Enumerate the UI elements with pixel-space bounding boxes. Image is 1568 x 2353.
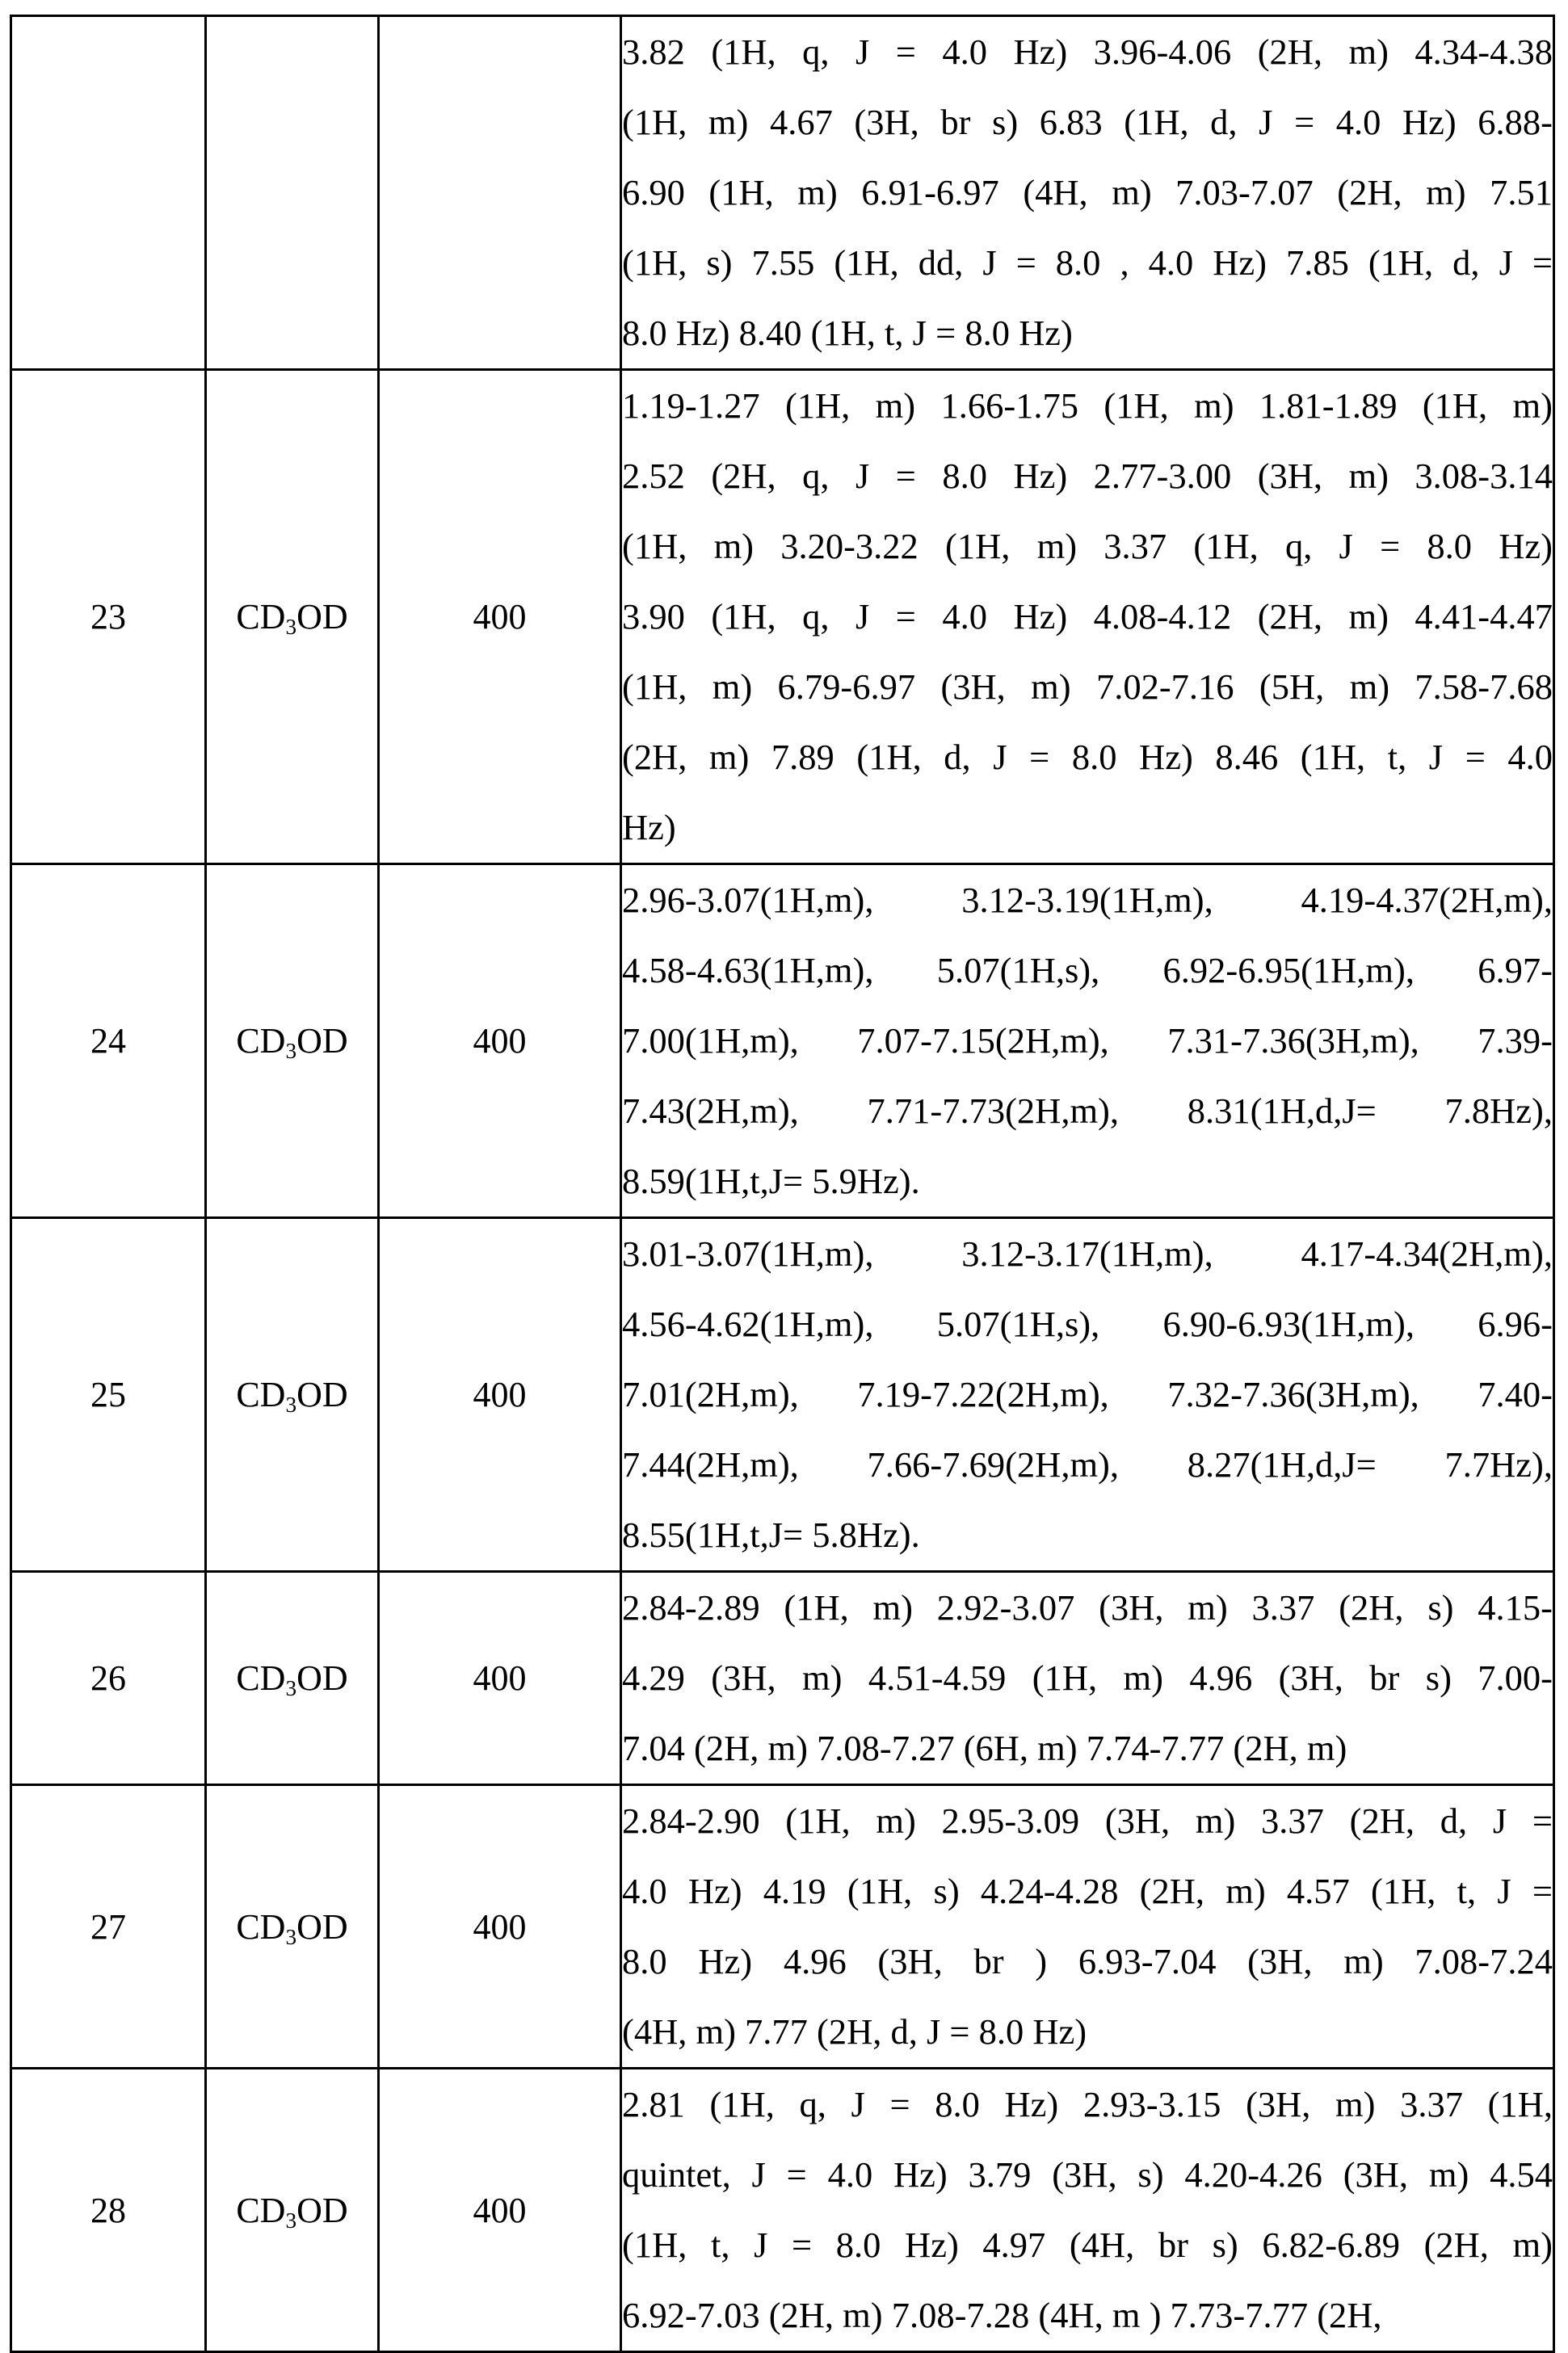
solvent-subscript: 3: [285, 1924, 297, 1949]
nmr-shift-line: 3.82 (1H, q, J = 4.0 Hz) 3.96-4.06 (2H, m) 4.34-4.38: [622, 32, 1553, 72]
nmr-shifts-cell: [621, 2069, 1554, 2352]
nmr-shift-line: 4.58-4.63(1H,m), 5.07(1H,s), 6.92-6.95(1H,m), 6.97-: [622, 950, 1553, 990]
table-row: [11, 370, 1554, 864]
nmr-shift-line: 4.29 (3H, m) 4.51-4.59 (1H, m) 4.96 (3H, br s) 7.00-: [622, 1658, 1553, 1698]
solvent-prefix: CD: [236, 1658, 286, 1698]
nmr-shift-line: 4.0 Hz) 4.19 (1H, s) 4.24-4.28 (2H, m) 4.57 (1H, t, J =: [622, 1871, 1553, 1911]
solvent-cell: [206, 16, 379, 370]
frequency-cell: 400: [379, 1785, 621, 2069]
solvent-prefix: CD: [236, 597, 286, 637]
table-row: [11, 16, 1554, 370]
solvent-suffix: OD: [296, 1906, 348, 1947]
nmr-shifts-cell: [621, 1218, 1554, 1572]
solvent-prefix: CD: [236, 1021, 286, 1061]
nmr-shifts-cell: [621, 1572, 1554, 1785]
solvent-cell: [206, 864, 379, 1218]
nmr-shift-line: 7.04 (2H, m) 7.08-7.27 (6H, m) 7.74-7.77 (2H, m): [622, 1728, 1347, 1768]
nmr-shift-line: (1H, t, J = 8.0 Hz) 4.97 (4H, br s) 6.82-6.89 (2H, m): [622, 2225, 1553, 2265]
nmr-shifts-cell: [621, 1785, 1554, 2069]
nmr-shift-line: Hz): [622, 807, 676, 847]
nmr-shift-line: 8.0 Hz) 8.40 (1H, t, J = 8.0 Hz): [622, 313, 1073, 353]
nmr-shift-line: 7.01(2H,m), 7.19-7.22(2H,m), 7.32-7.36(3H,m), 7.40-: [622, 1374, 1553, 1414]
nmr-table-body: [11, 16, 1554, 2352]
table-row: [11, 1785, 1554, 2069]
solvent-suffix: OD: [296, 2190, 348, 2230]
solvent-cell: [206, 1572, 379, 1785]
solvent-suffix: OD: [296, 1658, 348, 1698]
nmr-shift-line: 8.0 Hz) 4.96 (3H, br ) 6.93-7.04 (3H, m) 7.08-7.24: [622, 1941, 1553, 1981]
solvent-subscript: 3: [285, 614, 297, 639]
compound-number-cell: 28: [11, 2069, 206, 2352]
nmr-shift-line: 8.59(1H,t,J= 5.9Hz).: [622, 1161, 920, 1201]
solvent-cell: [206, 1218, 379, 1572]
frequency-cell: 400: [379, 1572, 621, 1785]
nmr-shift-line: 2.52 (2H, q, J = 8.0 Hz) 2.77-3.00 (3H, m) 3.08-3.14: [622, 456, 1553, 496]
nmr-shift-line: (1H, m) 3.20-3.22 (1H, m) 3.37 (1H, q, J = 8.0 Hz): [622, 526, 1553, 566]
solvent-prefix: CD: [236, 2190, 286, 2230]
nmr-shift-line: (1H, m) 4.67 (3H, br s) 6.83 (1H, d, J = 4.0 Hz) 6.88-: [622, 102, 1553, 142]
compound-number-cell: 27: [11, 1785, 206, 2069]
nmr-shift-line: 2.81 (1H, q, J = 8.0 Hz) 2.93-3.15 (3H, m) 3.37 (1H,: [622, 2084, 1553, 2124]
frequency-cell: 400: [379, 2069, 621, 2352]
nmr-shift-line: 3.01-3.07(1H,m), 3.12-3.17(1H,m), 4.17-4.34(2H,m),: [622, 1233, 1553, 1274]
compound-number-cell: [11, 16, 206, 370]
solvent-cell: [206, 370, 379, 864]
solvent-cell: [206, 2069, 379, 2352]
frequency-cell: 400: [379, 864, 621, 1218]
frequency-cell: [379, 16, 621, 370]
nmr-shifts-cell: [621, 370, 1554, 864]
nmr-shift-line: 6.90 (1H, m) 6.91-6.97 (4H, m) 7.03-7.07 (2H, m) 7.51: [622, 172, 1553, 212]
solvent-suffix: OD: [296, 597, 348, 637]
table-row: [11, 2069, 1554, 2352]
compound-number-cell: 26: [11, 1572, 206, 1785]
solvent-cell: [206, 1785, 379, 2069]
table-row: [11, 1218, 1554, 1572]
solvent-subscript: 3: [285, 2208, 297, 2233]
nmr-shift-line: (1H, s) 7.55 (1H, dd, J = 8.0 , 4.0 Hz) 7.85 (1H, d, J =: [622, 242, 1553, 283]
table-row: [11, 864, 1554, 1218]
table-row: [11, 1572, 1554, 1785]
nmr-shift-line: 4.56-4.62(1H,m), 5.07(1H,s), 6.90-6.93(1H,m), 6.96-: [622, 1304, 1553, 1344]
nmr-shift-line: (1H, m) 6.79-6.97 (3H, m) 7.02-7.16 (5H, m) 7.58-7.68: [622, 666, 1553, 707]
nmr-shift-line: (2H, m) 7.89 (1H, d, J = 8.0 Hz) 8.46 (1H, t, J = 4.0: [622, 737, 1553, 777]
solvent-suffix: OD: [296, 1375, 348, 1414]
nmr-shifts-cell: [621, 16, 1554, 370]
solvent-subscript: 3: [285, 1038, 297, 1063]
nmr-data-table: [10, 15, 1555, 2353]
frequency-cell: 400: [379, 370, 621, 864]
nmr-shift-line: (4H, m) 7.77 (2H, d, J = 8.0 Hz): [622, 2011, 1087, 2052]
compound-number-cell: 23: [11, 370, 206, 864]
nmr-shift-line: 2.84-2.89 (1H, m) 2.92-3.07 (3H, m) 3.37 (2H, s) 4.15-: [622, 1587, 1553, 1628]
nmr-shift-line: 7.00(1H,m), 7.07-7.15(2H,m), 7.31-7.36(3H,m), 7.39-: [622, 1020, 1553, 1061]
solvent-prefix: CD: [236, 1906, 286, 1947]
nmr-shifts-cell: [621, 864, 1554, 1218]
solvent-subscript: 3: [285, 1392, 297, 1417]
nmr-shift-line: 1.19-1.27 (1H, m) 1.66-1.75 (1H, m) 1.81-1.89 (1H, m): [622, 385, 1553, 426]
compound-number-cell: 24: [11, 864, 206, 1218]
nmr-shift-line: 6.92-7.03 (2H, m) 7.08-7.28 (4H, m ) 7.73-7.77 (2H,: [622, 2295, 1382, 2335]
nmr-shift-line: 2.96-3.07(1H,m), 3.12-3.19(1H,m), 4.19-4.37(2H,m),: [622, 880, 1553, 920]
nmr-shift-line: 3.90 (1H, q, J = 4.0 Hz) 4.08-4.12 (2H, m) 4.41-4.47: [622, 596, 1553, 637]
nmr-shift-line: 2.84-2.90 (1H, m) 2.95-3.09 (3H, m) 3.37 (2H, d, J =: [622, 1800, 1553, 1841]
nmr-shift-line: 7.43(2H,m), 7.71-7.73(2H,m), 8.31(1H,d,J= 7.8Hz),: [622, 1090, 1553, 1131]
solvent-suffix: OD: [296, 1021, 348, 1061]
compound-number-cell: 25: [11, 1218, 206, 1572]
solvent-subscript: 3: [285, 1675, 297, 1700]
nmr-shift-line: 8.55(1H,t,J= 5.8Hz).: [622, 1515, 920, 1555]
nmr-shift-line: quintet, J = 4.0 Hz) 3.79 (3H, s) 4.20-4.26 (3H, m) 4.54: [622, 2154, 1553, 2195]
frequency-cell: 400: [379, 1218, 621, 1572]
nmr-shift-line: 7.44(2H,m), 7.66-7.69(2H,m), 8.27(1H,d,J= 7.7Hz),: [622, 1444, 1553, 1485]
solvent-prefix: CD: [236, 1375, 286, 1414]
